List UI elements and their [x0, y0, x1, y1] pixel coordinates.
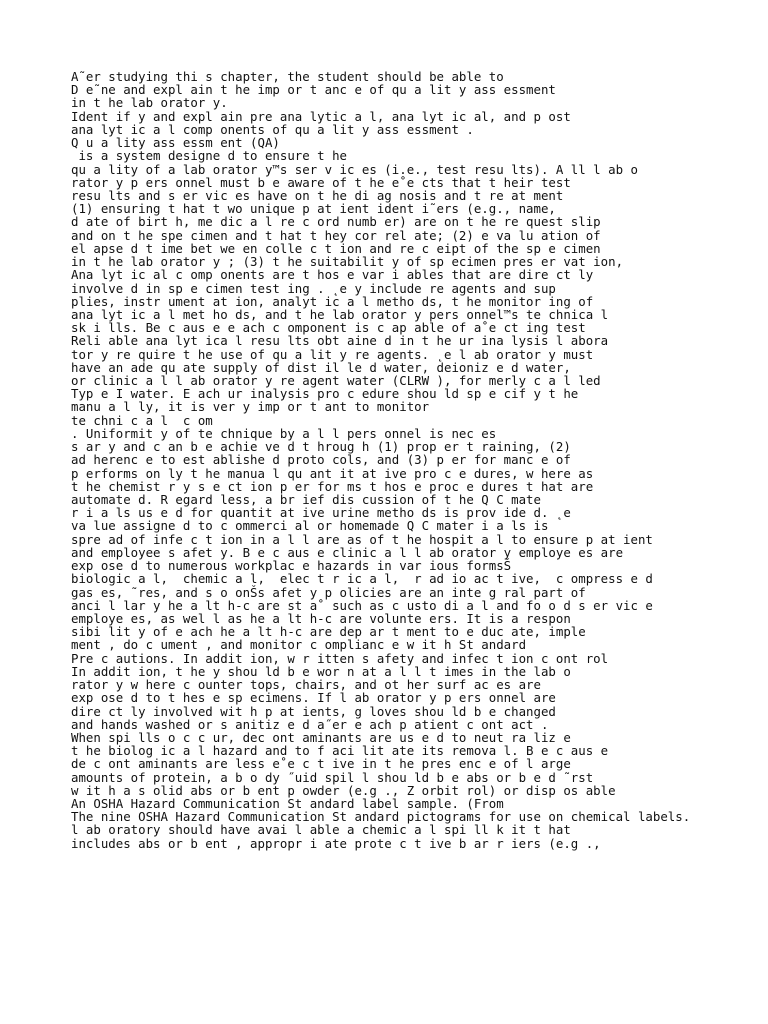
text-line: gas es, ˜res, and s o onŠs afet y p olicies are an inte g ral part of	[71, 584, 586, 600]
text-line: t he biolog ic a l hazard and to f aci lit ate its remova l. B e c aus e	[71, 743, 609, 759]
text-line: in t he lab orator y.	[71, 95, 228, 111]
text-line: (1) ensuring t hat t wo unique p at ient ident i˜ers (e.g., name,	[71, 201, 556, 217]
text-line: w it h a s olid abs or b ent p owder (e.g ., Z orbit rol) or disp os able	[71, 782, 616, 798]
text-line: Reli able ana lyt ica l resu lts obt aine d in t he ur ina lysis l abora	[71, 333, 609, 349]
text-line: d ate of birt h, me dic a l re c ord numb er) are on t he re quest slip	[71, 214, 601, 230]
text-line: ana lyt ic a l met ho ds, and t he lab orator y pers onnel™s te chnica l	[71, 306, 609, 322]
text-line: biologic a l, chemic a l, elec t r ic a l, r ad io ac t ive, c ompress e d	[71, 571, 653, 587]
text-line: qu a lity of a lab orator y™s ser v ic es (i.e., test resu lts). A ll l ab o	[71, 161, 638, 177]
text-line: ment , do c ument , and monitor c omplianc e w it h St andard	[71, 637, 527, 653]
text-line: When spi lls o c c ur, dec ont aminants are us e d to neut ra liz e	[71, 729, 571, 745]
text-line: va lue assigne d to c ommerci al or homemade Q C mater i a ls is	[71, 518, 549, 534]
text-line: tor y re quire t he use of qu a lit y re agents. ˛e l ab orator y must	[71, 346, 594, 362]
text-line: manu a l ly, it is ver y imp or t ant to monitor	[71, 399, 430, 415]
text-line: rator y p ers onnel must b e aware of t he e˚e cts that t heir test	[71, 174, 571, 190]
text-line: Q u a lity ass essm ent (QA)	[71, 135, 280, 151]
text-line: te chni c a l c om	[71, 412, 213, 428]
text-line: and employee s afet y. B e c aus e clinic a l l ab orator y employe es are	[71, 544, 624, 560]
text-line: rator y w here c ounter tops, chairs, and ot her surf ac es are	[71, 677, 541, 693]
text-line: dire ct ly involved wit h p at ients, g loves shou ld b e changed	[71, 703, 556, 719]
text-line: is a system designe d to ensure t he	[71, 148, 348, 164]
text-line: de c ont aminants are less e˚e c t ive in t he pres enc e of l arge	[71, 756, 571, 772]
text-line: and on t he spe cimen and t hat t hey cor rel ate; (2) e va lu ation of	[71, 227, 601, 243]
text-line: plies, instr ument at ion, analyt ic a l metho ds, t he monitor ing of	[71, 293, 594, 309]
text-line: The nine OSHA Hazard Communication St andard pictograms for use on chemical labels.	[71, 809, 691, 825]
text-line: ad herenc e to est ablishe d proto cols, and (3) p er for manc e of	[71, 452, 571, 468]
text-line: involve d in sp e cimen test ing . ˛e y include re agents and sup	[71, 280, 556, 296]
text-line: includes abs or b ent , appropr i ate prote c t ive b ar r iers (e.g .,	[71, 835, 601, 851]
text-line: ana lyt ic a l comp onents of qu a lit y ass essment .	[71, 121, 474, 137]
text-line: exp ose d to t hes e sp ecimens. If l ab orator y p ers onnel are	[71, 690, 556, 706]
text-line: In addit ion, t he y shou ld b e wor n at a l l t imes in the lab o	[71, 663, 571, 679]
text-line: D e˜ne and expl ain t he imp or t anc e of qu a lit y ass essment	[71, 82, 556, 98]
text-line: automate d. R egard less, a br ief dis cussion of t he Q C mate	[71, 492, 541, 507]
text-line: in t he lab orator y ; (3) t he suitabilit y of sp ecimen pres er vat ion,	[71, 254, 624, 270]
text-line: s ar y and c an b e achie ve d t hroug h (1) prop er t raining, (2)	[71, 439, 571, 455]
text-line: sibi lit y of e ach he a lt h-c are dep ar t ment to e duc ate, imple	[71, 624, 586, 640]
text-line: employe es, as wel l as he a lt h-c are volunte ers. It is a respon	[71, 610, 571, 626]
text-line: Typ e I water. E ach ur inalysis pro c edure shou ld sp e cif y t he	[71, 386, 579, 402]
text-line: t he chemist r y s e ct ion p er for ms t hos e proc e dures t hat are	[71, 478, 594, 494]
text-line: amounts of protein, a b o dy ˝uid spil l shou ld b e abs or b e d ˜rst	[71, 769, 594, 785]
text-line: sk i lls. Be c aus e e ach c omponent is c ap able of a˚e ct ing test	[71, 320, 586, 336]
text-line: Pre c autions. In addit ion, w r itten s afety and infec t ion c ont rol	[71, 650, 609, 666]
text-line: and hands washed or s anitiz e d a˝er e ach p atient c ont act .	[71, 716, 549, 732]
text-line: exp ose d to numerous workplac e hazards in var ious formsŠ	[71, 558, 512, 574]
text-line: . Uniformit y of te chnique by a l l pers onnel is nec es	[71, 425, 497, 441]
text-line: or clinic a l l ab orator y re agent water (CLRW ), for merly c a l led	[71, 373, 601, 389]
text-line: A˜er studying thi s chapter, the student should be able to	[71, 69, 504, 84]
document-page	[71, 70, 761, 850]
text-line: p erforms on ly t he manua l qu ant it at ive pro c e dures, w here as	[71, 465, 594, 481]
text-line: anci l lar y he a lt h-c are st a˚ such as c usto di a l and fo o d s er vic e	[71, 597, 653, 613]
text-line: l ab oratory should have avai l able a chemic a l spi ll k it t hat	[71, 822, 571, 838]
text-line: resu lts and s er vic es have on t he di ag nosis and t re at ment	[71, 187, 564, 203]
text-line: spre ad of infe c t ion in a l l are as of t he hospit a l to ensure p at ient	[71, 531, 653, 547]
text-line: Ana lyt ic al c omp onents are t hos e var i ables that are dire ct ly	[71, 267, 594, 283]
text-line: have an ade qu ate supply of dist il le d water, deioniz e d water,	[71, 359, 571, 375]
text-line: Ident if y and expl ain pre ana lytic a l, ana lyt ic al, and p ost	[71, 108, 571, 124]
text-line: el apse d t ime bet we en colle c t ion and re c eipt of the sp e cimen	[71, 240, 601, 256]
text-line: An OSHA Hazard Communication St andard label sample. (From	[71, 796, 504, 812]
text-line: r i a ls us e d for quantit at ive urine metho ds is prov ide d. ˛e	[71, 505, 571, 521]
